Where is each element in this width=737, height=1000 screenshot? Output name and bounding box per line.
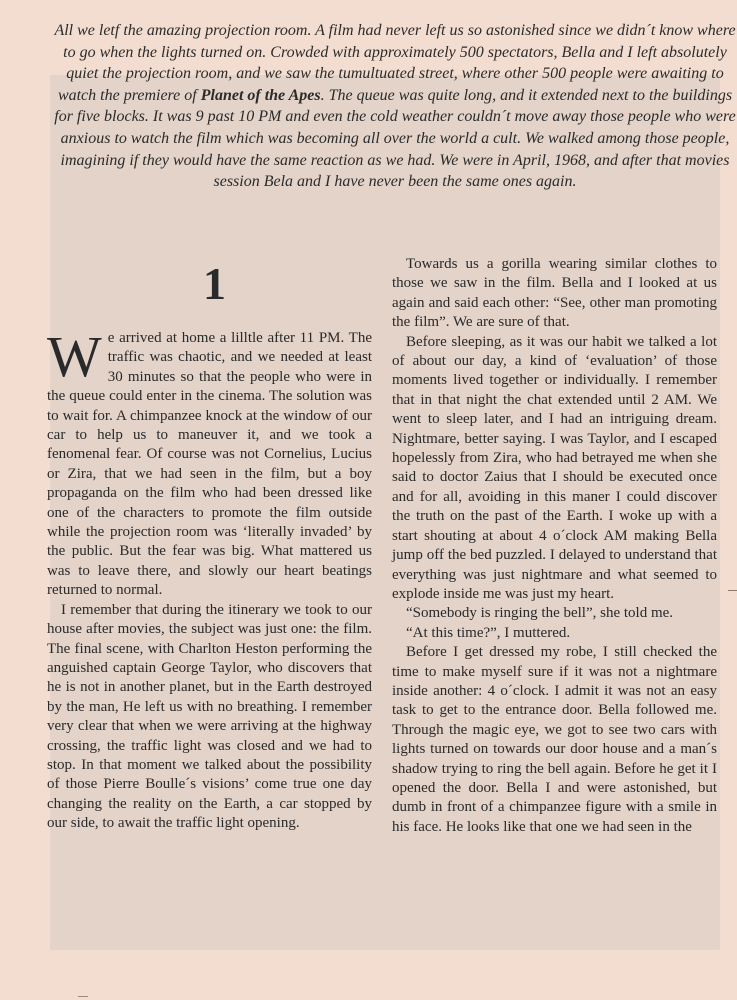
left-paragraph-1 xyxy=(47,324,372,601)
page-edge-mark xyxy=(728,590,737,591)
page-bottom-mark xyxy=(78,996,88,997)
intro-paragraph xyxy=(50,20,737,193)
left-paragraph-1-text: e arrived at home a lilltle after 11 PM. The traffic was chaotic, and we needed at least 30 minutes so that the people who were in the queue could enter in the cinema. The solution was to wait for. A chimpanzee knock at the window of our car to help us to maneuver it, and we took a fenomenal fear. Of course was not Cornelius, Lucius or Zira, that we had seen in the film, but a boy propaganda on the film who had been dressed like one of the characters to promote the film outside while the projection room was ‘literally invaded’ by the public. But the fear was big. What mattered us was to leave there, and slowly our heart beatings returned to normal. xyxy=(47,330,372,599)
intro-text-rest: . The queue was quite long, and it extended next to the buildings for five blocks. It was 9 past 10 PM and even the cold weather couldn´t move away those people who were anxious to watch the film which was becoming all over the world a cult. We walked among those people, imagining if they would have the same reaction as we had. We were in April, 1968, and after that movies session Bela and I have never been the same ones again. xyxy=(54,86,736,191)
right-paragraph-2: Before sleeping, as it was our habit we talked a lot of about our day, a kind of ‘evaluation’ of those moments lived together or individually. I remember that in that night the chat extended until 2 AM. We went to sleep later, and I had an intriguing dream. Nightmare, better saying. I was Taylor, and I escaped hopelessly from Zira, who had betrayed me when she said to doctor Zaius that I should be executed once and for all, avoiding in this maner I could discover the truth on the past of the Earth. I woke up with a start shouting at about 4 o´clock AM making Bella jump off the bed puzzled. I delayed to understand that everything was just nightmare and what seemed to explode inside me was just my heart. xyxy=(392,333,717,602)
left-column xyxy=(47,255,372,834)
right-paragraph-5: Before I get dressed my robe, I still checked the time to make myself sure if it was not a nightmare inside another: 4 o´clock. I admit it was not an easy task to get to the entrance door. Bella followed me. Through the magic eye, we got to see two cars with lights turned on towards our door house and a man´s shadow trying to ring the bell again. Before he get it I opened the door. Bella I and were astonished, but dumb in front of a chimpanzee figure with a smile in his face. He looks like that one we had seen in the xyxy=(392,644,717,835)
chapter-number: 1 xyxy=(203,258,226,309)
right-paragraph-1: Towards us a gorilla wearing similar clothes to those we saw in the film. Bella and I looked at us again and said each other: “See, other man promoting the film”. We are sure of that. xyxy=(392,256,717,331)
right-paragraph-4: “At this time?”, I muttered. xyxy=(406,624,571,641)
right-column xyxy=(392,255,717,837)
drop-cap: W xyxy=(47,324,102,389)
left-paragraph-2: I remember that during the itinerary we took to our house after movies, the subject was just one: the film. The final scene, with Charlton Heston performing the anguished captain George Taylor, who discovers that he is not in another planet, but in the Earth destroyed by the man, He left us with no breathing. I remember very clear that when we were arriving at the highway crossing, the traffic light was closed and we had to stop. In that moment we talked about the possibility of those Pierre Boulle´s visions’ come true one day changing the reality on the Earth, a car stopped by our side, to await the traffic light opening. xyxy=(47,601,372,832)
right-paragraph-3: “Somebody is ringing the bell”, she told me. xyxy=(406,605,674,622)
film-title: Planet of the Apes xyxy=(200,86,321,104)
intro-text: All we letf the amazing projection room. A film had never left us so astonished since we didn´t know where to go when the lights turned on. Crowded with approximately 500 spectators, Bella and I left absolutely quiet the projection room, and we saw the tumultuated street, where other 500 people were awaiting to watch the premiere of xyxy=(54,22,736,104)
